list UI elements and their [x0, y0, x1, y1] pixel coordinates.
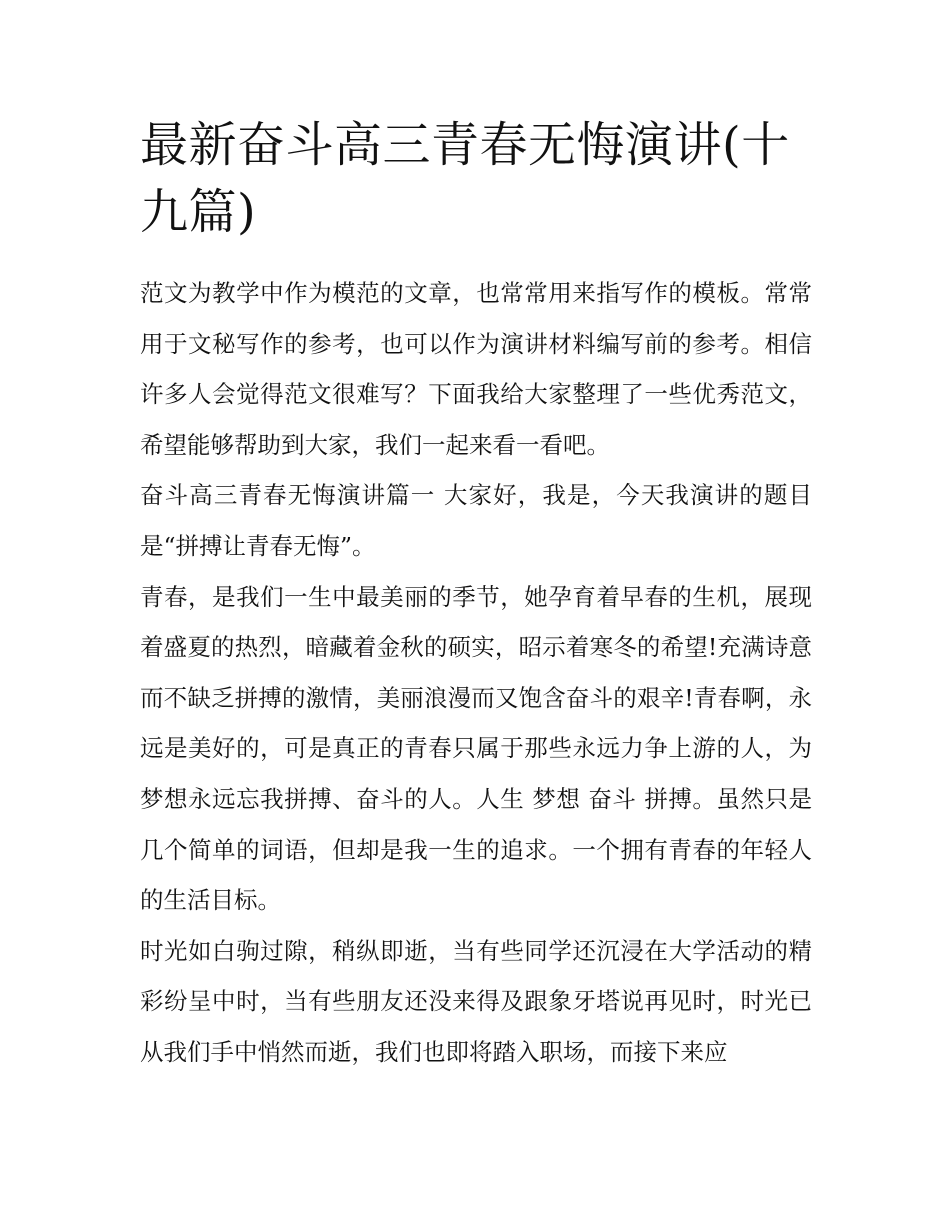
document-title: 最新奋斗高三青春无悔演讲(十九篇)	[140, 117, 790, 240]
paragraph-time: 时光如白驹过隙，稍纵即逝，当有些同学还沉浸在大学活动的精彩纷呈中时，当有些朋友还没来得及跟象牙塔说再见时，时光已从我们手中悄然而逝，我们也即将踏入职场，而接下来应	[140, 936, 812, 1066]
document-body	[140, 112, 812, 1078]
paragraph-intro: 范文为教学中作为模范的文章，也常常用来指写作的模板。常常用于文秘写作的参考，也可以作为演讲材料编写前的参考。相信许多人会觉得范文很难写？下面我给大家整理了一些优秀范文，希望能够帮助到大家，我们一起来看一看吧。	[140, 279, 812, 459]
paragraph-speech-opening: 奋斗高三青春无悔演讲篇一 大家好，我是，今天我演讲的题目是“拼搏让青春无悔”。	[140, 481, 812, 560]
paragraph-list	[140, 268, 812, 1078]
paragraph-youth: 青春，是我们一生中最美丽的季节，她孕育着早春的生机，展现着盛夏的热烈，暗藏着金秋的硕实，昭示着寒冬的希望!充满诗意而不缺乏拼搏的激情，美丽浪漫而又饱含奋斗的艰辛!青春啊，永远是美好的，可是真正的青春只属于那些永远力争上游的人，为梦想永远忘我拼搏、奋斗的人。人生 梦想 奋斗 拼搏。虽然只是几个简单的词语，但却是我一生的追求。一个拥有青春的年轻人的生活目标。	[140, 582, 812, 915]
